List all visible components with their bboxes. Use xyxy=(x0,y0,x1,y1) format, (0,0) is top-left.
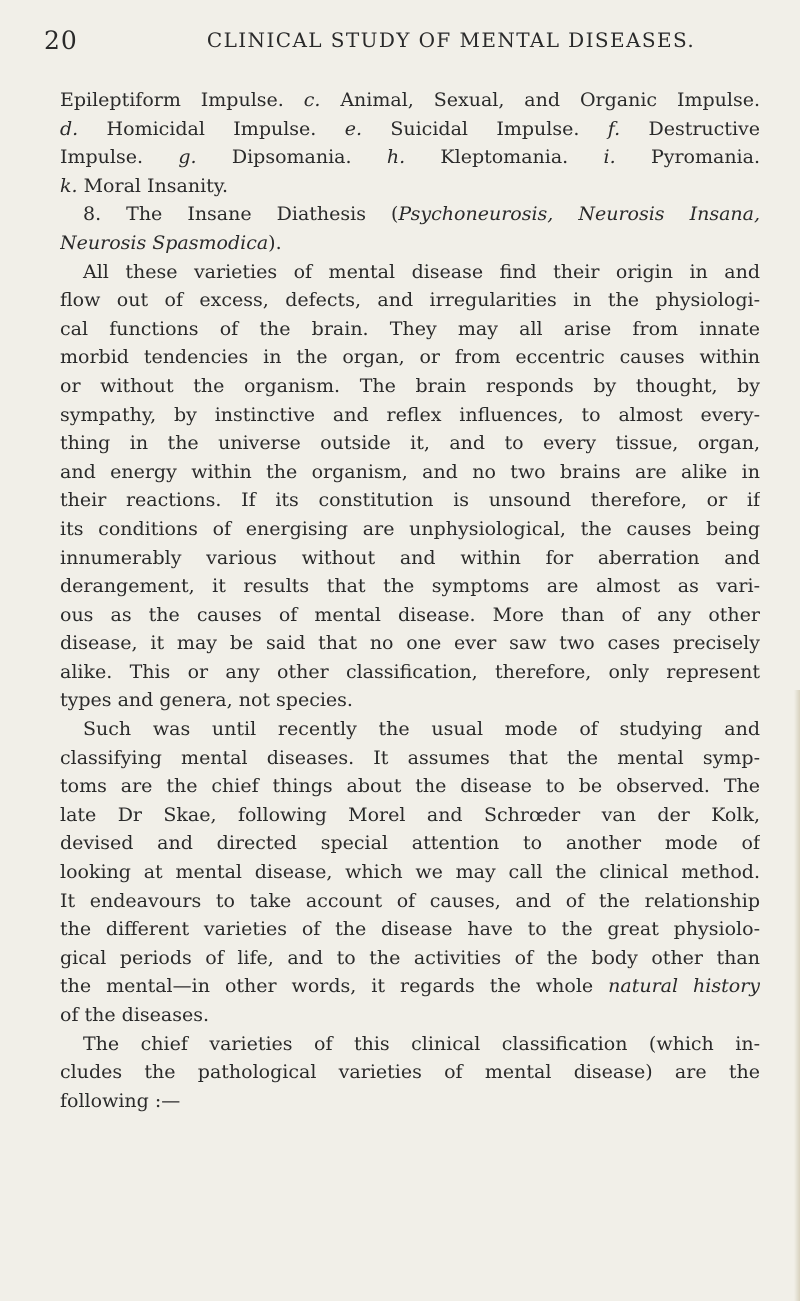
text-line xyxy=(60,1058,760,1087)
page-number: 20 xyxy=(44,26,78,55)
text-line xyxy=(60,629,760,658)
text-segment: types and genera, not species. xyxy=(60,689,353,712)
text-line xyxy=(60,744,760,773)
text-segment: Impulse. xyxy=(60,146,179,169)
italic-text: k. xyxy=(60,174,78,197)
text-segment: gical periods of life, and to the activities of the body other than xyxy=(60,946,760,969)
italic-text: e. xyxy=(344,117,362,140)
italic-text: Neurosis Spasmodica xyxy=(60,231,269,254)
text-segment: of the diseases. xyxy=(60,1004,210,1026)
text-segment: toms are the chief things about the disease to be observed. The xyxy=(60,775,760,798)
text-segment: It endeavours to take account of causes, and of the relationship xyxy=(60,889,760,912)
text-line xyxy=(60,829,760,858)
text-segment: disease, it may be said that no one ever saw two cases precisely xyxy=(60,632,760,655)
text-segment: Pyromania. xyxy=(615,146,760,169)
text-line xyxy=(60,1001,760,1030)
italic-text: Psychoneurosis, Neurosis Insana, xyxy=(398,203,760,226)
text-line xyxy=(60,972,760,1001)
text-segment: Moral Insanity. xyxy=(77,174,229,197)
text-segment: innumerably various without and within for aberration and xyxy=(60,546,760,569)
text-line xyxy=(60,401,760,430)
text-line xyxy=(60,343,760,372)
italic-text: i. xyxy=(603,146,616,169)
text-segment: morbid tendencies in the organ, or from eccentric causes within xyxy=(60,346,760,369)
text-line xyxy=(60,143,760,172)
text-segment: looking at mental disease, which we may call the clinical method. xyxy=(60,861,760,884)
text-segment: Suicidal Impulse. xyxy=(362,117,608,140)
text-segment: Dipsomania. xyxy=(196,146,387,169)
text-line xyxy=(60,544,760,573)
italic-text: f. xyxy=(607,117,621,140)
text-line xyxy=(60,486,760,515)
text-line xyxy=(60,887,760,916)
page-edge-shadow xyxy=(794,690,800,1301)
text-segment: Homicidal Impulse. xyxy=(78,117,345,140)
text-segment: Kleptomania. xyxy=(405,146,604,169)
text-segment: its conditions of energising are unphysiological, the causes being xyxy=(60,517,760,540)
text-segment: ). xyxy=(268,231,282,254)
text-segment: Destructive xyxy=(620,117,760,140)
text-segment: cal functions of the brain. They may all arise from innate xyxy=(60,317,760,340)
text-segment: sympathy, by instinctive and reflex influences, to almost every- xyxy=(60,403,760,426)
text-segment: the mental—in other words, it regards the whole xyxy=(60,975,609,998)
text-segment: thing in the universe outside it, and to every tissue, organ, xyxy=(60,432,760,455)
text-line xyxy=(60,200,760,229)
text-line xyxy=(60,286,760,315)
text-segment: and energy within the organism, and no two brains are alike in xyxy=(60,460,760,483)
text-line xyxy=(60,372,760,401)
text-segment: The chief varieties of this clinical classification (which in- xyxy=(83,1032,760,1055)
text-line xyxy=(60,515,760,544)
text-segment: flow out of excess, defects, and irregularities in the physiologi- xyxy=(60,289,760,312)
italic-text: g. xyxy=(178,146,197,169)
text-line xyxy=(60,658,760,687)
text-segment: or without the organism. The brain responds by thought, by xyxy=(60,374,760,397)
text-line xyxy=(60,915,760,944)
text-segment: late Dr Skae, following Morel and Schrœder van der Kolk, xyxy=(60,803,760,826)
text-line xyxy=(60,172,760,201)
text-line xyxy=(60,115,760,144)
text-segment: 8. The Insane Diathesis ( xyxy=(83,203,399,226)
text-line xyxy=(60,601,760,630)
text-line xyxy=(60,772,760,801)
text-segment: alike. This or any other classification, therefore, only represent xyxy=(60,660,760,683)
text-segment: Such was until recently the usual mode of studying and xyxy=(83,718,760,741)
italic-text: h. xyxy=(386,146,406,169)
text-segment: following :— xyxy=(60,1089,181,1112)
text-line xyxy=(60,572,760,601)
text-line xyxy=(60,715,760,744)
italic-text: c. xyxy=(303,89,321,111)
text-line xyxy=(60,229,760,258)
text-line xyxy=(60,86,760,115)
text-line xyxy=(60,944,760,973)
text-line xyxy=(60,801,760,830)
body-text xyxy=(60,86,760,1115)
running-title: CLINICAL STUDY OF MENTAL DISEASES. xyxy=(206,28,696,52)
text-segment: classifying mental diseases. It assumes that the mental symp- xyxy=(60,746,760,769)
text-segment: devised and directed special attention to another mode of xyxy=(60,832,760,855)
text-segment: their reactions. If its constitution is unsound therefore, or if xyxy=(60,489,760,512)
running-head xyxy=(44,26,770,56)
text-segment: Epileptiform Impulse. xyxy=(60,89,304,111)
text-segment: Animal, Sexual, and Organic Impulse. xyxy=(320,89,760,111)
text-segment: cludes the pathological varieties of mental disease) are the xyxy=(60,1061,760,1084)
text-line xyxy=(60,1087,760,1116)
text-line xyxy=(60,429,760,458)
text-line xyxy=(60,858,760,887)
text-segment: the different varieties of the disease have to the great physiolo- xyxy=(60,918,760,941)
italic-text: natural history xyxy=(608,975,760,998)
text-line xyxy=(60,1030,760,1059)
text-line xyxy=(60,686,760,715)
text-line xyxy=(60,258,760,287)
text-segment: All these varieties of mental disease find their origin in and xyxy=(83,260,760,283)
text-segment: ous as the causes of mental disease. More than of any other xyxy=(60,603,760,626)
italic-text: d. xyxy=(60,117,79,140)
text-segment: derangement, it results that the symptoms are almost as vari- xyxy=(60,575,760,598)
text-line xyxy=(60,458,760,487)
text-line xyxy=(60,315,760,344)
